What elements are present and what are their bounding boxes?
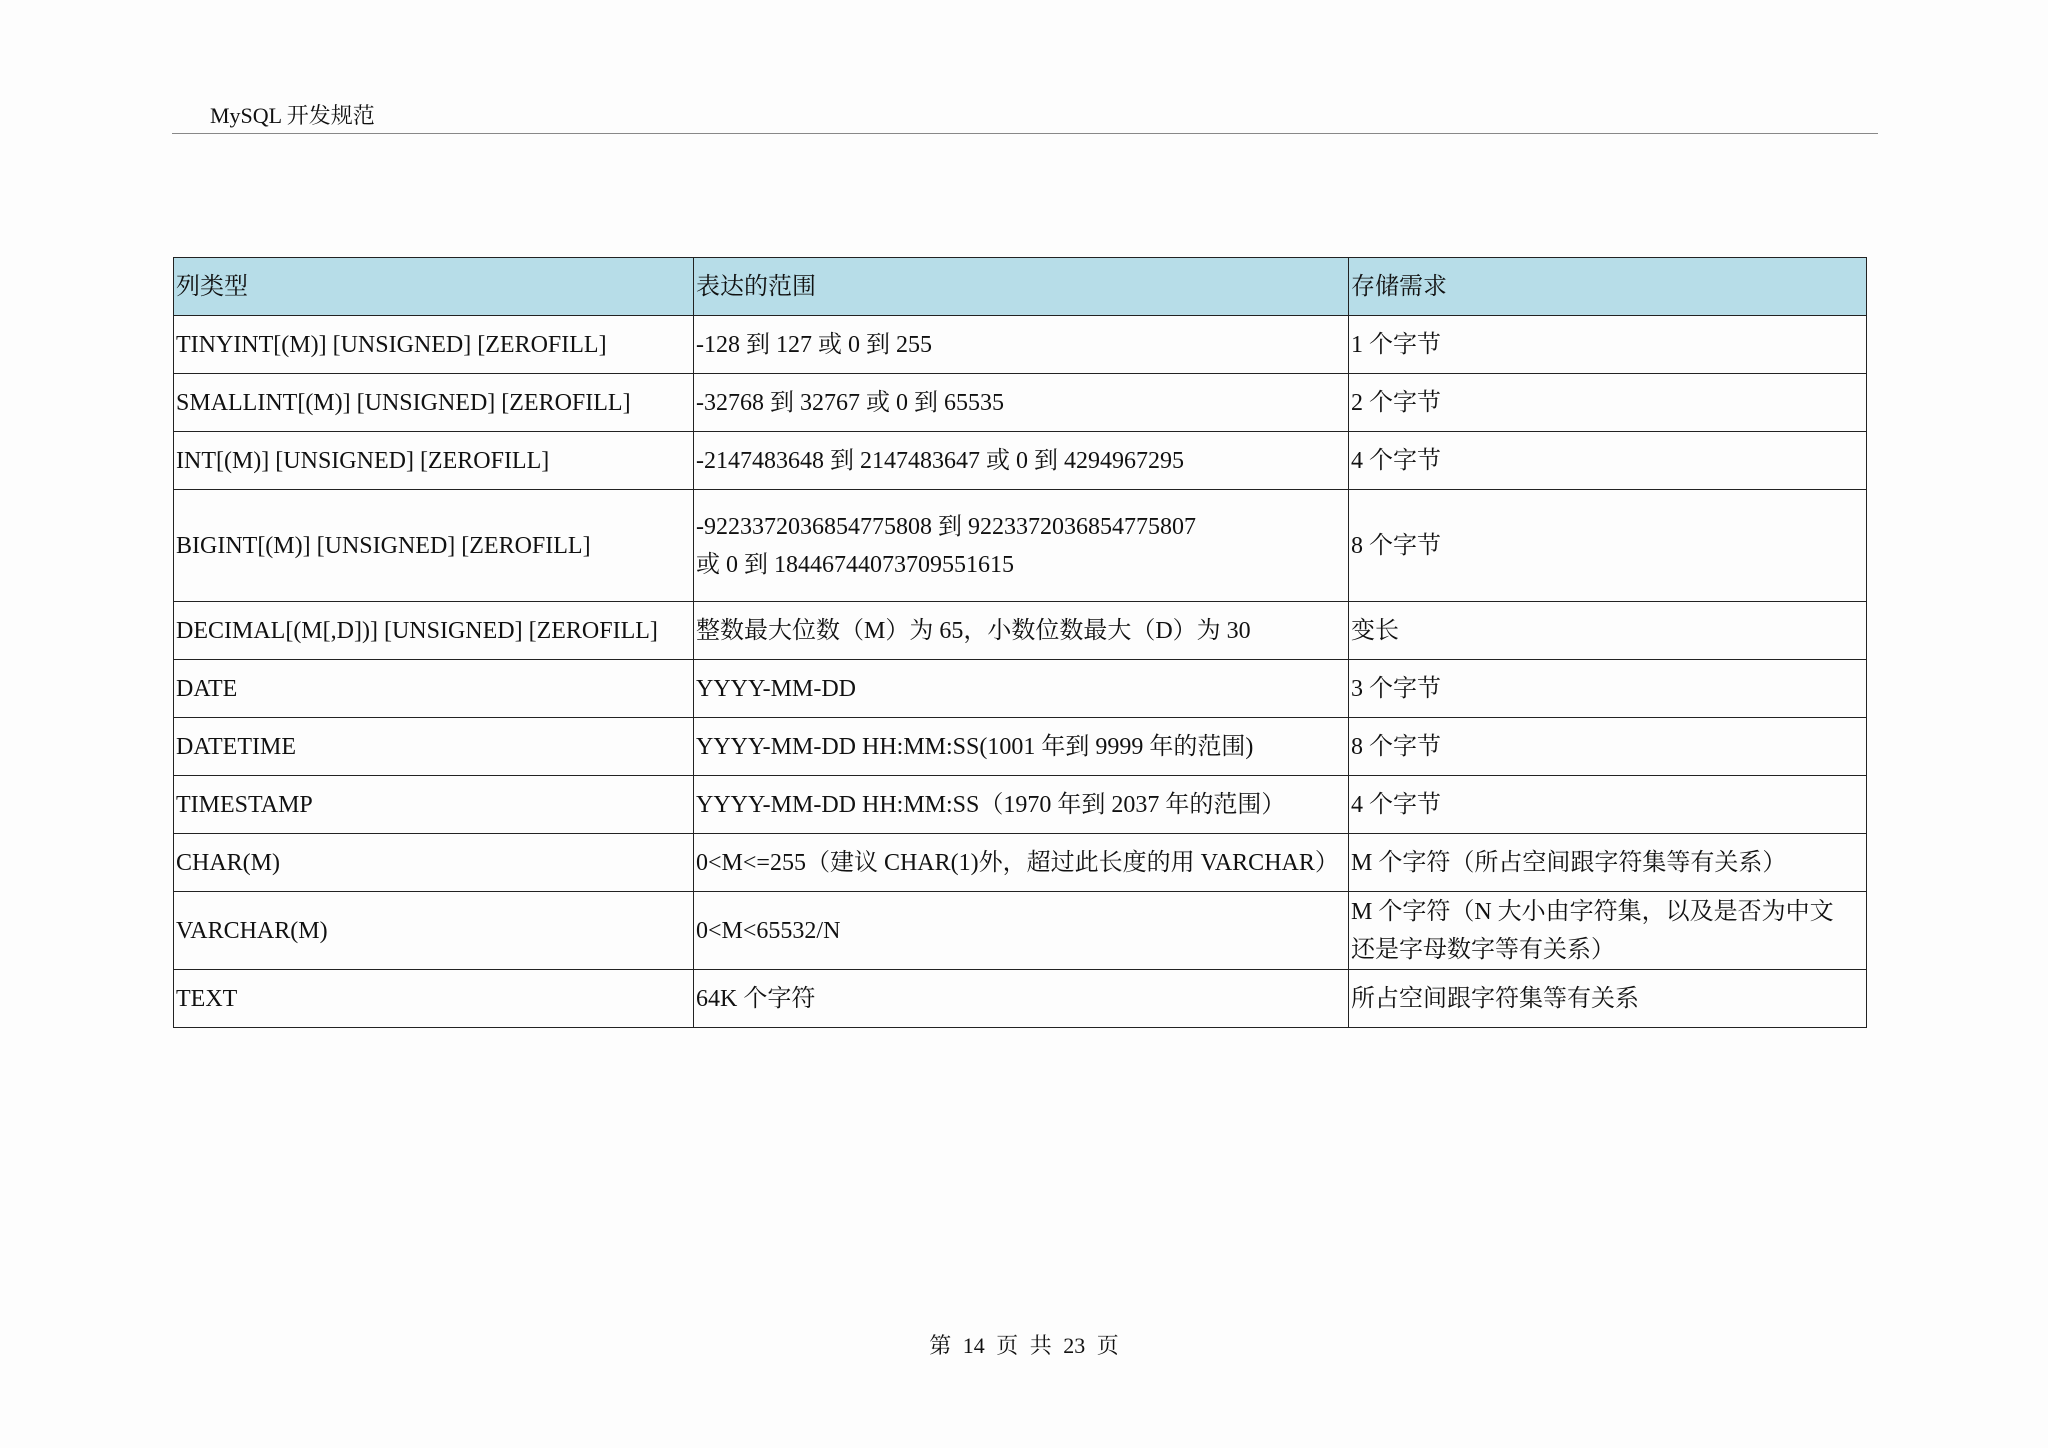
cell-type: TIMESTAMP xyxy=(174,776,694,834)
column-header-range: 表达的范围 xyxy=(694,258,1349,316)
cell-type: TINYINT[(M)] [UNSIGNED] [ZEROFILL] xyxy=(174,316,694,374)
column-header-storage: 存储需求 xyxy=(1349,258,1867,316)
document-header-title: MySQL 开发规范 xyxy=(210,103,375,128)
cell-range: -128 到 127 或 0 到 255 xyxy=(694,316,1349,374)
cell-type: INT[(M)] [UNSIGNED] [ZEROFILL] xyxy=(174,432,694,490)
cell-type: VARCHAR(M) xyxy=(174,892,694,970)
column-type-table xyxy=(173,257,1867,1028)
cell-storage: 8 个字节 xyxy=(1349,718,1867,776)
cell-range: 0<M<=255（建议 CHAR(1)外，超过此长度的用 VARCHAR） xyxy=(694,834,1349,892)
table-row xyxy=(174,970,1867,1028)
table-row xyxy=(174,718,1867,776)
table-row xyxy=(174,602,1867,660)
cell-storage: 4 个字节 xyxy=(1349,432,1867,490)
table-row xyxy=(174,374,1867,432)
table-row xyxy=(174,316,1867,374)
table-header-row xyxy=(174,258,1867,316)
cell-range: YYYY-MM-DD HH:MM:SS（1970 年到 2037 年的范围） xyxy=(694,776,1349,834)
cell-storage: 所占空间跟字符集等有关系 xyxy=(1349,970,1867,1028)
cell-type: BIGINT[(M)] [UNSIGNED] [ZEROFILL] xyxy=(174,490,694,602)
table-row xyxy=(174,660,1867,718)
cell-range xyxy=(694,490,1349,602)
cell-storage: M 个字符（所占空间跟字符集等有关系） xyxy=(1349,834,1867,892)
table-row xyxy=(174,892,1867,970)
table-row xyxy=(174,776,1867,834)
cell-range: -32768 到 32767 或 0 到 65535 xyxy=(694,374,1349,432)
cell-storage: 1 个字节 xyxy=(1349,316,1867,374)
cell-range-line: 或 0 到 18446744073709551615 xyxy=(696,551,1014,578)
cell-storage-line: M 个字符（N 大小由字符集，以及是否为中文 xyxy=(1351,898,1834,925)
table-row xyxy=(174,834,1867,892)
table-row xyxy=(174,490,1867,602)
column-header-type: 列类型 xyxy=(174,258,694,316)
cell-range: -2147483648 到 2147483647 或 0 到 4294967295 xyxy=(694,432,1349,490)
cell-storage xyxy=(1349,892,1867,970)
cell-range: YYYY-MM-DD HH:MM:SS(1001 年到 9999 年的范围) xyxy=(694,718,1349,776)
cell-range: 整数最大位数（M）为 65，小数位数最大（D）为 30 xyxy=(694,602,1349,660)
page-number: 第 14 页 共 23 页 xyxy=(929,1333,1119,1358)
cell-type: DECIMAL[(M[,D])] [UNSIGNED] [ZEROFILL] xyxy=(174,602,694,660)
cell-storage: 变长 xyxy=(1349,602,1867,660)
table-row xyxy=(174,432,1867,490)
cell-range: 64K 个字符 xyxy=(694,970,1349,1028)
cell-range-line: -9223372036854775808 到 9223372036854775807 xyxy=(696,513,1196,540)
cell-type: DATE xyxy=(174,660,694,718)
cell-storage: 4 个字节 xyxy=(1349,776,1867,834)
cell-storage: 2 个字节 xyxy=(1349,374,1867,432)
cell-range: YYYY-MM-DD xyxy=(694,660,1349,718)
cell-type: TEXT xyxy=(174,970,694,1028)
header-divider xyxy=(172,133,1878,134)
cell-storage: 3 个字节 xyxy=(1349,660,1867,718)
cell-storage: 8 个字节 xyxy=(1349,490,1867,602)
cell-range: 0<M<65532/N xyxy=(694,892,1349,970)
cell-type: SMALLINT[(M)] [UNSIGNED] [ZEROFILL] xyxy=(174,374,694,432)
cell-type: DATETIME xyxy=(174,718,694,776)
cell-storage-line: 还是字母数字等有关系） xyxy=(1351,936,1615,963)
cell-type: CHAR(M) xyxy=(174,834,694,892)
